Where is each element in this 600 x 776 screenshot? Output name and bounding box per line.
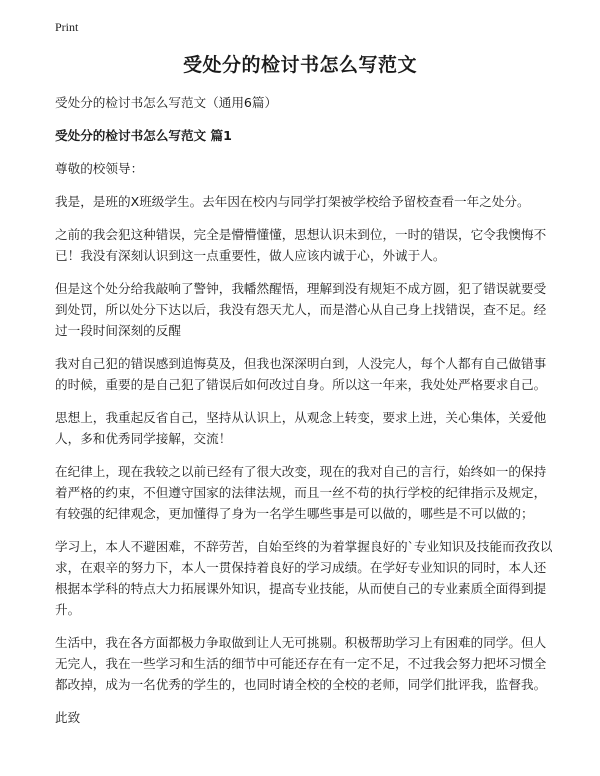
paragraph: 思想上，我重起反省自己，坚持从认识上，从观念上转变，要求上进，关心集体，关爱他人，多和优秀同学接解，交流！: [55, 410, 547, 446]
section-title: 受处分的检讨书怎么写范文 篇1: [55, 128, 232, 143]
document-subtitle: 受处分的检讨书怎么写范文（通用6篇）: [55, 95, 278, 110]
paragraph: 生活中，我在各方面都极力争取做到让人无可挑剔。积极帮助学习上有困难的同学。但人无完人，我在一些学习和生活的细节中可能还存在有一定不足，不过我会努力把坏习惯全都改掉，成为一名优秀的学生的，也同时请全校的全校的老师，同学们批评我，监督我。: [55, 635, 547, 692]
document-body: [55, 92, 555, 740]
document-title: 受处分的检讨书怎么写范文: [182, 54, 417, 76]
paragraph: 在纪律上，现在我较之以前已经有了很大改变，现在的我对自己的言行，始终如一的保持着严格的约束，不但遵守国家的法律法规，而且一丝不苟的执行学校的纪律指示及规定，有较强的纪律观念，更加懂得了身为一名学生哪些事是可以做的，哪些是不可以做的；: [55, 464, 547, 521]
paragraph: 学习上，本人不避困难，不辞劳苦，自始至终的为着掌握良好的`专业知识及技能而孜孜以求，在艰辛的努力下，本人一贯保持着良好的学习成绩。在学好专业知识的同时，本人还根据本学科的特点大力拓展课外知识，提高专业技能，从而使自己的专业素质全面得到提升。: [55, 539, 553, 617]
closing: 此致: [55, 710, 81, 725]
paragraph: 但是这个处分给我敲响了警钟，我幡然醒悟，理解到没有规矩不成方圆，犯了错误就要受到处罚，所以处分下达以后，我没有怨天尤人，而是潜心从自己身上找错误，查不足。经过一段时间深刻的反醒: [55, 281, 547, 338]
paragraph: 我对自己犯的错误感到追悔莫及，但我也深深明白到，人没完人，每个人都有自己做错事的时候，重要的是自己犯了错误后如何改过自身。所以这一年来，我处处严格要求自己。: [55, 356, 547, 392]
salutation: 尊敬的校领导：: [55, 161, 144, 176]
paragraph: 之前的我会犯这种错误，完全是懵懵懂懂，思想认识未到位，一时的错误，它令我懊悔不已！我没有深刻认识到这一点重要性，做人应该内诚于心，外诚于人。: [55, 227, 547, 263]
paragraph: 我是，是班的X班级学生。去年因在校内与同学打架被学校给予留校查看一年之处分。: [55, 194, 530, 209]
print-label: Print: [55, 20, 79, 34]
